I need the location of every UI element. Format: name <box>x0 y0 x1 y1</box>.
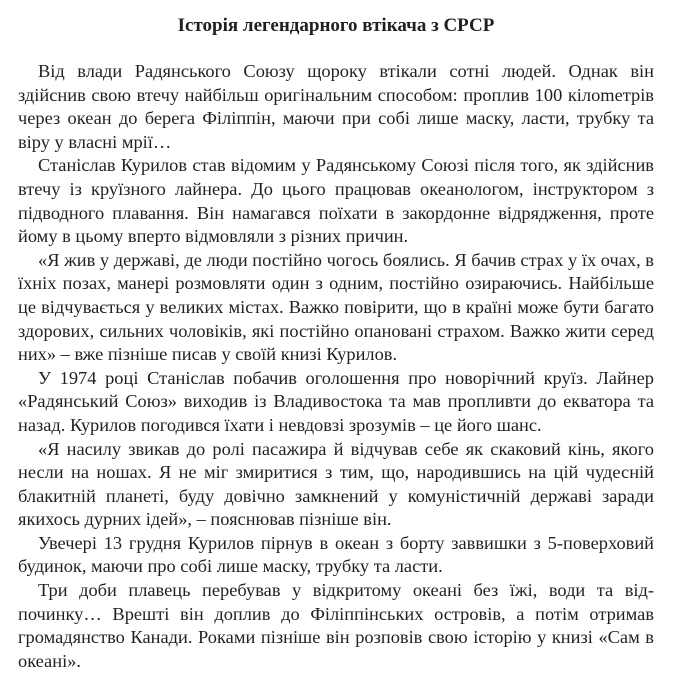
paragraph-2: Станіслав Курилов став відомим у Радянському Союзі після того, як здійснив втечу із круїзного лайнера. До цього працював океанологом, інструктором з підводного плавання. Він намагався поїхати в закордонне відрядження, проте йому в цьому вперто відмовляли з різних причин. <box>18 155 654 247</box>
paragraph-3-quote: «Я жив у державі, де люди постійно чогось боялись. Я бачив страх у їх очах, в їхніх позах, манері розмовляти один з одним, постійно озираючись. Найбільше це відчувається у великих містах. Важко повірити, що в країні може бути багато здорових, сильних чоловіків, які постійно опановані страхом. Важко жити серед них» – вже пізніше писав у своїй книзі Курилов. <box>18 249 654 365</box>
document-title: Історія легендарного втікача з СРСР <box>177 15 495 36</box>
paragraph-6: Увечері 13 грудня Курилов пірнув в океан з борту заввишки з 5-поверховий будинок, маючи про собі лише маску, трубку та ласти. <box>18 532 654 577</box>
paragraph-1: Від влади Радянського Союзу щороку втікали сотні людей. Однак він здійснив свою втечу найбільш оригінальним способом: проплив 100 кілоmетрів через океан до берега Філіппін, маючи при собі лише маску, ласти, трубку та віру у власні мрії… <box>18 61 654 152</box>
paragraph-7: Три доби плавець перебував у відкритому океані без їжі, води та відпочинку… Врешті він доплив до Філіппінських островів, а потім отримав громадянство Канади. Роками пізніше він розповів свою історію у книзі «Сам в океані». <box>18 580 654 671</box>
paragraph-4: У 1974 році Станіслав побачив оголошення про новорічний круїз. Лайнер «Радянський Союз» виходив із Владивостока та мав пропливти до екватора та назад. Курилов погодився їхати і невдовзі зрозумів – це його шанс. <box>18 367 654 435</box>
document-page <box>18 14 654 673</box>
paragraph-5-quote: «Я насилу звикав до ролі пасажира й відчував себе як скаковий кінь, якого несли на ношах. Я не міг змиритися з тим, що, народившись на цій чудесній блакитній планеті, буду довічно замкнений у комуністичній державі заради якихось дурних ідей», – пояснював пізніше він. <box>18 438 654 530</box>
